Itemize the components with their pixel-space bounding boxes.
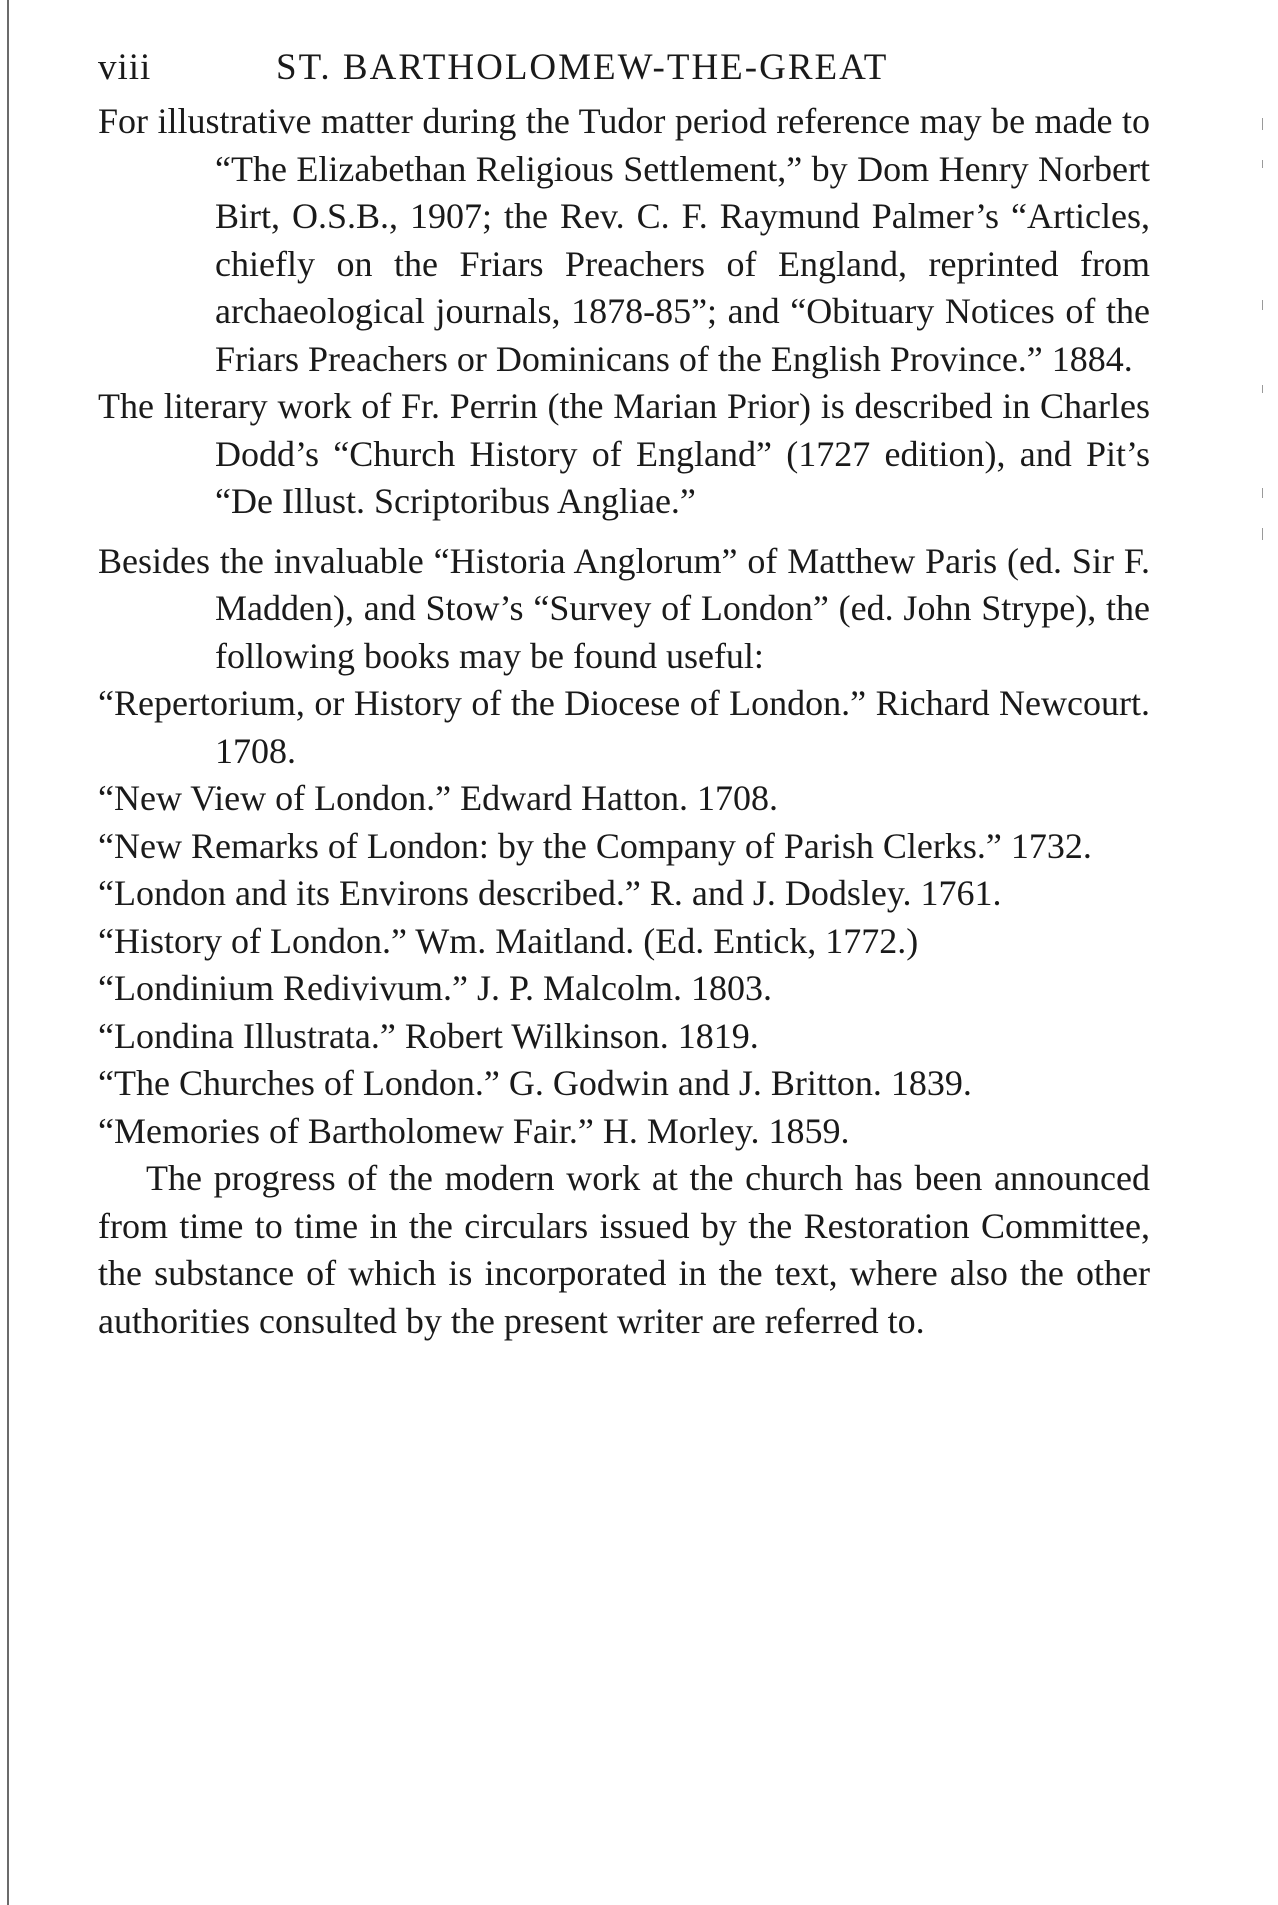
paragraph-tudor-references: For illustrative matter during the Tudor period reference may be made to “The Elizabethan Religious Settlement,” by Dom Henry Norbert Birt, O.S.B., 1907; the Rev. C. F. Raymund Palmer’s “Articles, chiefly on the Friars Preachers of England, reprinted from archaeological journals, 1878-85”; and “Obituary Notices of the Friars Preachers or Dominicans of the English Province.” 1884. xyxy=(98,101,1150,379)
book-page xyxy=(98,38,1150,1345)
margin-speck xyxy=(1262,118,1263,130)
book-list-item: “The Churches of London.” G. Godwin and J. Britton. 1839. xyxy=(98,1063,972,1103)
paragraph-perrin-literary-work: The literary work of Fr. Perrin (the Marian Prior) is described in Charles Dodd’s “Church History of England” (1727 edition), and Pit’s “De Illust. Scriptoribus Angliae.” xyxy=(98,386,1150,521)
book-list-item: “Londinium Redivivum.” J. P. Malcolm. 1803. xyxy=(98,968,772,1008)
book-list-item: “New View of London.” Edward Hatton. 1708. xyxy=(98,778,779,818)
book-list-item: “Repertorium, or History of the Diocese of London.” Richard Newcourt. 1708. xyxy=(98,683,1150,771)
book-list xyxy=(98,680,1150,1155)
book-list-item: “New Remarks of London: by the Company of Parish Clerks.” 1732. xyxy=(98,825,1092,866)
page-header xyxy=(98,38,1150,98)
binding-edge-line xyxy=(7,0,9,1905)
margin-speck xyxy=(1262,300,1263,310)
running-title: ST. BARTHOLOMEW-THE-GREAT xyxy=(276,47,889,88)
margin-speck xyxy=(1262,488,1263,498)
paragraph-closing-progress: The progress of the modern work at the church has been announced from time to time in the circulars issued by the Restoration Committee, the substance of which is incorporated in the text, where also the other authorities consulted by the present writer are referred to. xyxy=(98,1158,1150,1341)
margin-speck xyxy=(1262,528,1263,540)
book-list-item: “Memories of Bartholomew Fair.” H. Morley. 1859. xyxy=(98,1110,850,1151)
margin-speck xyxy=(1262,160,1263,168)
book-list-item: “London and its Environs described.” R. and J. Dodsley. 1761. xyxy=(98,873,1002,913)
book-list-item: “Londina Illustrata.” Robert Wilkinson. 1819. xyxy=(98,1015,759,1056)
margin-speck xyxy=(1262,385,1263,393)
paragraph-besides-invaluable: Besides the invaluable “Historia Anglorum” of Matthew Paris (ed. Sir F. Madden), and Stow’s “Survey of London” (ed. John Strype), the following books may be found useful: xyxy=(98,540,1150,676)
page-number: viii xyxy=(98,47,152,88)
book-list-item: “History of London.” Wm. Maitland. (Ed. Entick, 1772.) xyxy=(98,920,919,961)
